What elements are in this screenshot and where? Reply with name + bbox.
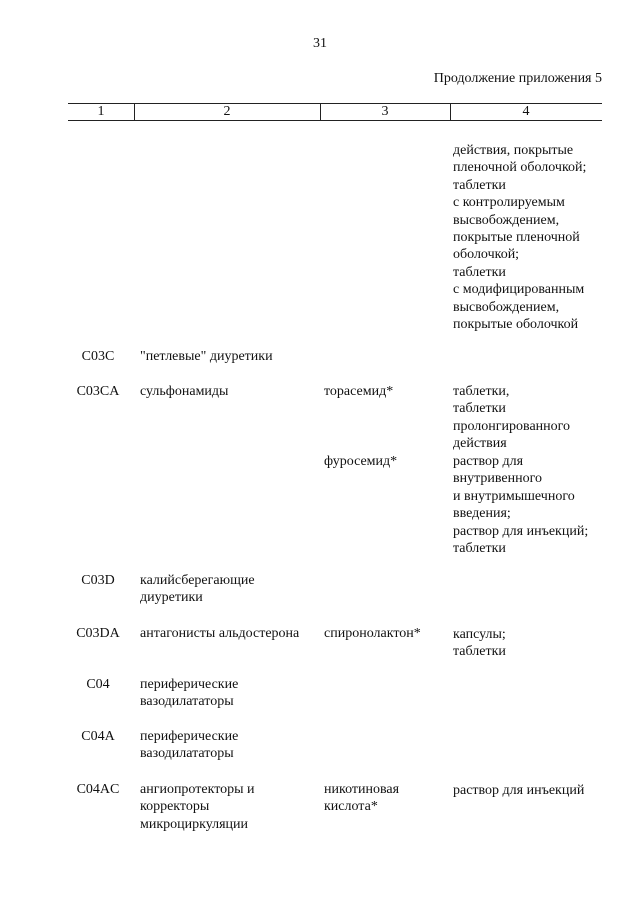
row-name: "петлевые" диуретики bbox=[140, 349, 273, 364]
row-code: C04A bbox=[81, 729, 115, 744]
row-name: ангиопротекторы и корректоры микроциркуляции bbox=[140, 782, 255, 832]
column-header-3: 3 bbox=[381, 104, 389, 119]
dosage-forms: раствор для внутривенного и внутримышечного введения; раствор для инъекций; таблетки bbox=[453, 454, 589, 557]
row-name: калийсберегающие диуретики bbox=[140, 573, 255, 606]
drug-name: спиронолактон* bbox=[324, 626, 421, 641]
dosage-forms: таблетки, таблетки пролонгированного действия bbox=[453, 384, 571, 452]
carry-over-forms: действия, покрытые пленочной оболочкой; таблетки с контролируемым высвобождением, покрытые пленочной оболочкой; таблетки с модифицированным высвобождением, покрытые оболочкой bbox=[453, 143, 587, 333]
drug-name: торасемид* bbox=[324, 384, 394, 399]
dosage-forms: капсулы; таблетки bbox=[453, 627, 506, 660]
row-name: антагонисты альдостерона bbox=[140, 626, 300, 641]
page-number: 31 bbox=[313, 36, 327, 51]
drug-name: никотиновая кислота* bbox=[324, 782, 400, 815]
appendix-continuation: Продолжение приложения 5 bbox=[433, 71, 602, 86]
row-name: периферические вазодилататоры bbox=[140, 729, 239, 762]
row-code: C04 bbox=[86, 677, 110, 692]
column-header-2: 2 bbox=[223, 104, 231, 119]
column-header-1: 1 bbox=[97, 104, 105, 119]
column-header-4: 4 bbox=[522, 104, 530, 119]
row-code: C03D bbox=[81, 573, 115, 588]
row-code: C04AC bbox=[76, 782, 120, 797]
dosage-forms: раствор для инъекций bbox=[453, 783, 585, 798]
row-name: сульфонамиды bbox=[140, 384, 229, 399]
row-code: C03CA bbox=[76, 384, 120, 399]
row-name: периферические вазодилататоры bbox=[140, 677, 239, 710]
row-code: C03DA bbox=[76, 626, 120, 641]
table-header bbox=[68, 103, 602, 121]
drug-name: фуросемид* bbox=[324, 454, 398, 469]
row-code: C03C bbox=[81, 349, 115, 364]
